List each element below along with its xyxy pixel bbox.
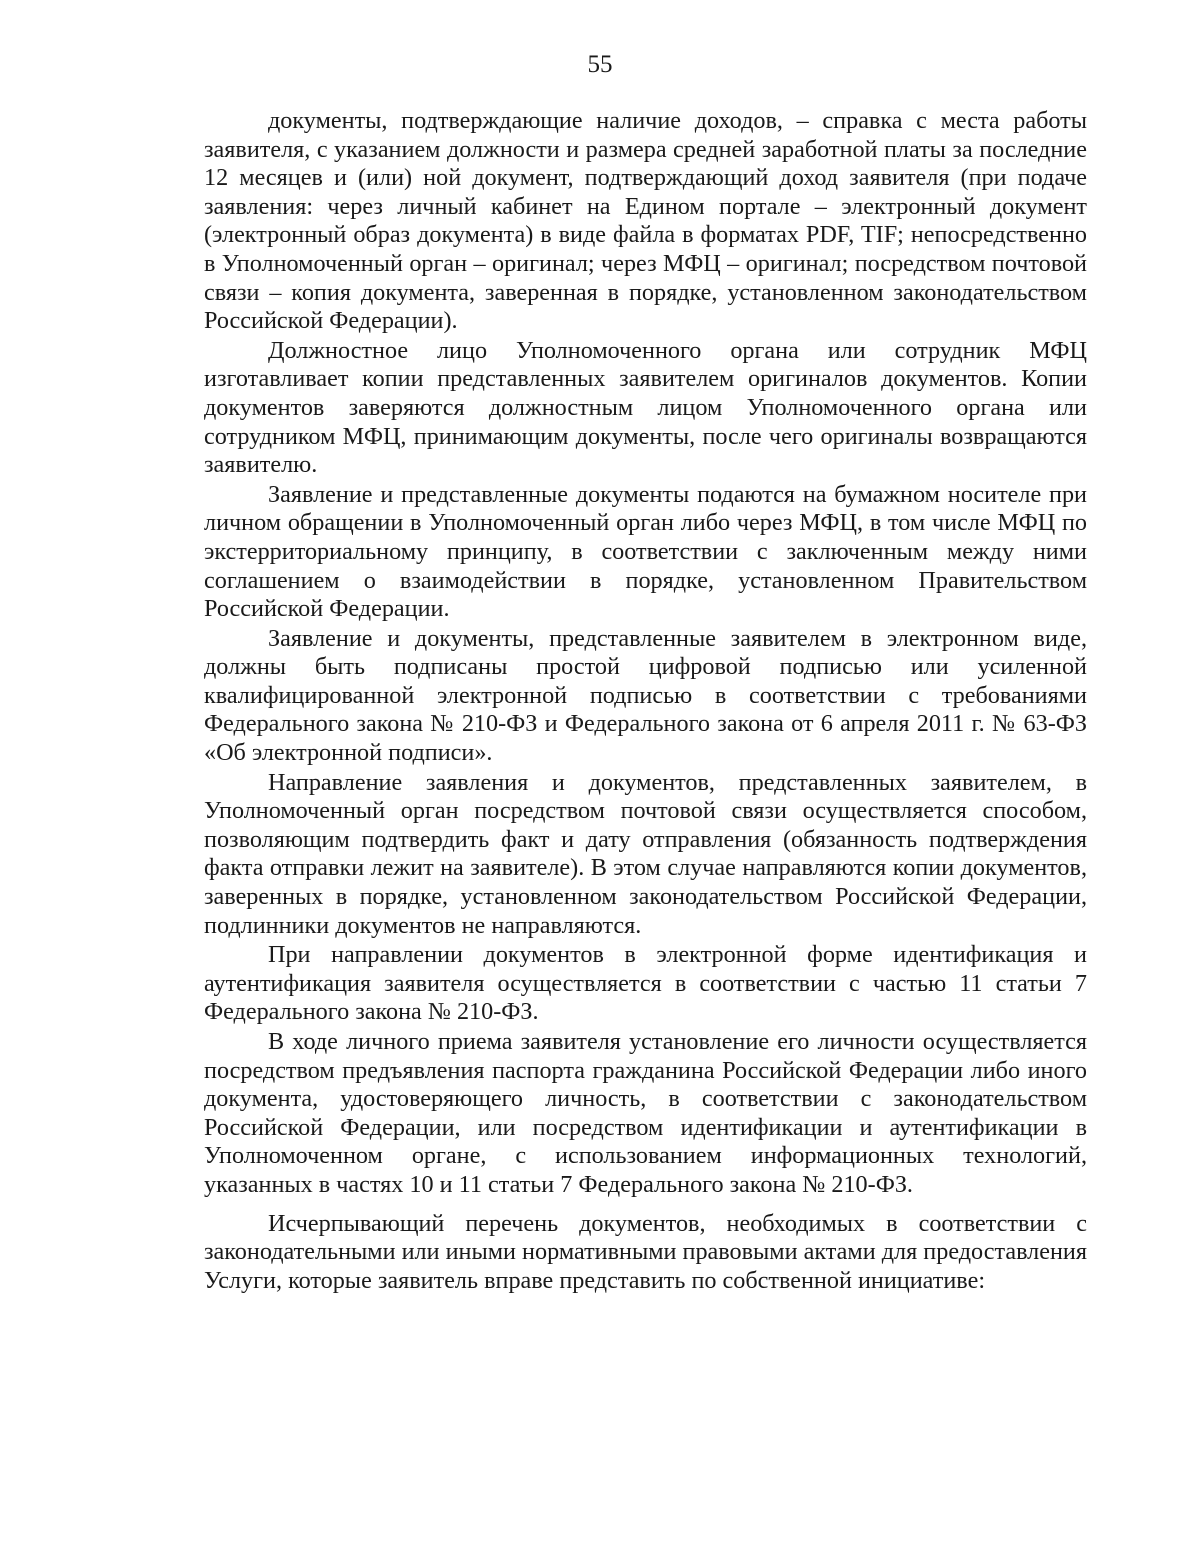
paragraph-income-documents: документы, подтверждающие наличие доходов, – справка с места работы заявителя, с указанием должности и размера средней заработной платы за последние 12 месяцев и (или) ной документ, подтверждающий доход заявителя (при подаче заявления: через личный кабинет на Едином портале – электронный документ (электронный образ документа) в виде файла в форматах PDF, TIF; непосредственно в Уполномоченный орган – оригинал; через МФЦ – оригинал; посредством почтовой связи – копия документа, заверенная в порядке, установленном законодательством Российской Федерации). — [204, 107, 1087, 335]
paragraph-personal-reception: В ходе личного приема заявителя установление его личности осуществляется посредством предъявления паспорта гражданина Российской Федерации либо иного документа, удостоверяющего личность, в соответствии с законодательством Российской Федерации, или посредством идентификации и аутентификации в Уполномоченном органе, с использованием информационных технологий, указанных в частях 10 и 11 статьи 7 Федерального закона № 210-ФЗ. — [204, 1028, 1087, 1198]
paragraph-electronic-signature: Заявление и документы, представленные заявителем в электронном виде, должны быть подписаны простой цифровой подписью или усиленной квалифицированной электронной подписью в соответствии с требованиями Федерального закона № 210-ФЗ и Федерального закона от 6 апреля 2011 г. № 63-ФЗ «Об электронной подписи». — [204, 624, 1087, 767]
paragraph-paper-submission: Заявление и представленные документы подаются на бумажном носителе при личном обращении в Уполномоченный орган либо через МФЦ, в том числе МФЦ по экстерриториальному принципу, в соответствии с заключенным между ними соглашением о взаимодействии в порядке, установленном Правительством Российской Федерации. — [204, 480, 1087, 623]
paragraph-electronic-identification: При направлении документов в электронной форме идентификация и аутентификация заявителя осуществляется в соответствии с частью 11 статьи 7 Федерального закона № 210-ФЗ. — [204, 941, 1087, 1026]
document-body — [204, 107, 1087, 1295]
page-number: 55 — [587, 51, 613, 78]
paragraph-exhaustive-list: Исчерпывающий перечень документов, необходимых в соответствии с законодательными или иными нормативными правовыми актами для предоставления Услуги, которые заявитель вправе представить по собственной инициативе: — [204, 1209, 1087, 1294]
paragraph-copies-certification: Должностное лицо Уполномоченного органа или сотрудник МФЦ изготавливает копии представленных заявителем оригиналов документов. Копии документов заверяются должностным лицом Уполномоченного органа или сотрудником МФЦ, принимающим документы, после чего оригиналы возвращаются заявителю. — [204, 336, 1087, 479]
paragraph-postal-submission: Направление заявления и документов, представленных заявителем, в Уполномоченный орган посредством почтовой связи осуществляется способом, позволяющим подтвердить факт и дату отправления (обязанность подтверждения факта отправки лежит на заявителе). В этом случае направляются копии документов, заверенных в порядке, установленном законодательством Российской Федерации, подлинники документов не направляются. — [204, 768, 1087, 939]
